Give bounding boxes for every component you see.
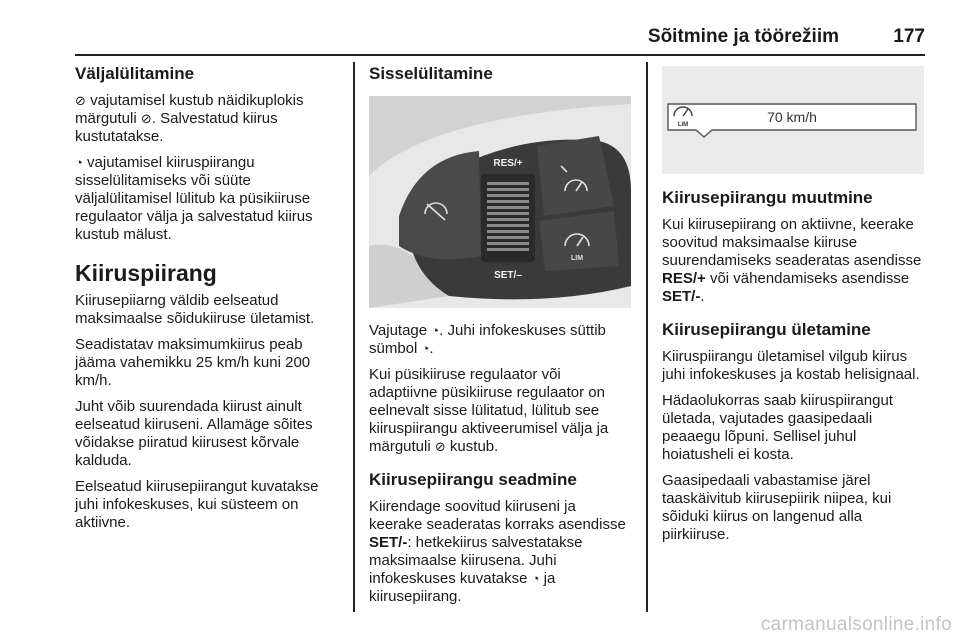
speedometer-icon: ◔ (421, 341, 430, 356)
set-minus-label: SET/– (494, 270, 522, 281)
heading-speed-limiter: Kiiruspiirang (75, 260, 217, 286)
paragraph-limiter-1: Kiirusepiiarng väldib eelseatud maksimaalse sõidukiiruse ületamist. (75, 292, 315, 327)
driver-info-display-figure (662, 66, 924, 174)
heading-off: Väljalülitamine (75, 64, 195, 83)
heading-change-limit: Kiirusepiirangu muutmine (662, 188, 873, 207)
cancel-icon: ⊘ (75, 93, 86, 108)
limit-display-illustration (662, 66, 924, 174)
page-header (75, 26, 925, 48)
column-3 (662, 64, 927, 552)
heading-set-limit: Kiirusepiirangu seadmine (369, 470, 577, 489)
res-plus-label: RES/+ (493, 158, 523, 169)
speedometer-icon: ◔ (531, 571, 540, 586)
lim-badge: LIM (570, 255, 584, 262)
steering-switch-illustration (369, 96, 631, 308)
paragraph-exceed-2: Hädaolukorras saab kiiruspiirangut ületada, vajutades gaasipedaali peaaegu lõpuni. Sellisel juhul hoiatusheli ei kosta. (662, 392, 893, 463)
cancel-icon: ⊘ (434, 439, 446, 454)
steering-wheel-controls-figure (369, 96, 631, 308)
speedometer-icon: ◔ (431, 323, 440, 338)
column-2 (369, 64, 631, 614)
paragraph-set-limit: Kiirendage soovitud kiiruseni ja keerake seaderatas korraks asendisse SET/-: hetkekiirus salvestatakse maksimaalse kiirusena. Juhi infokeskuses kuvatakse ◔ ja kiirusepiirang. (369, 498, 626, 605)
column-divider-2 (646, 62, 648, 612)
heading-on: Sisselülitamine (369, 64, 493, 83)
watermark: carmanualsonline.info (760, 614, 952, 635)
speedometer-icon: ◔ (75, 155, 83, 170)
lim-badge: LIM (677, 122, 689, 128)
paragraph-off-2: ◔ vajutamisel kiiruspiirangu sisselülitamiseks või süüte väljalülitamisel lülitub ka püsikiiruse regulaator välja ja salvestatud kiirus kustub mälust. (75, 154, 313, 243)
paragraph-off-1: ⊘ vajutamisel kustub näidikuplokis märgutuli ⊘. Salvestatud kiirus kustutatakse. (75, 92, 304, 145)
page-number: 177 (893, 26, 925, 47)
page-title: Sõitmine ja töörežiim (647, 26, 839, 47)
paragraph-limiter-2: Seadistatav maksimumkiirus peab jääma vahemikku 25 km/h kuni 200 km/h. (75, 336, 311, 389)
paragraph-exceed-3: Gaasipedaali vabastamise järel taaskäivitub kiirusepiirik niipea, kui sõiduki kiirus on langenud alla piirkiiruse. (662, 472, 892, 543)
paragraph-limiter-3: Juht võib suurendada kiirust ainult eelseatud kiiruseni. Allamäge sõites võidakse piiratud kiirusest kõrvale kalduda. (75, 398, 313, 469)
header-rule (75, 54, 925, 56)
column-1 (75, 64, 340, 540)
cancel-icon: ⊘ (140, 111, 152, 126)
heading-exceed-limit: Kiirusepiirangu ületamine (662, 320, 871, 339)
paragraph-exceed-1: Kiiruspiirangu ületamisel vilgub kiirus juhi infokeskuses ja kostab helisignaal. (662, 348, 920, 383)
column-divider-1 (353, 62, 355, 612)
paragraph-on-1: Vajutage ◔. Juhi infokeskuses süttib sümbol ◔. (369, 322, 606, 357)
paragraph-change-limit: Kui kiirusepiirang on aktiivne, keerake soovitud maksimaalse kiiruse suurendamiseks seaderatas asendisse RES/+ või vähendamiseks asendisse SET/-. (662, 216, 922, 305)
paragraph-limiter-4: Eelseatud kiirusepiirangut kuvatakse juhi infokeskuses, kui süsteem on aktiivne. (75, 478, 319, 531)
speed-value: 70 km/h (767, 109, 817, 125)
paragraph-on-2: Kui püsikiiruse regulaator või adaptiivne püsikiiruse regulaator on eelnevalt sisse lülitatud, lülitub see kiiruspiirangu aktiveerumisel välja ja märgutuli ⊘ kustub. (369, 366, 609, 455)
